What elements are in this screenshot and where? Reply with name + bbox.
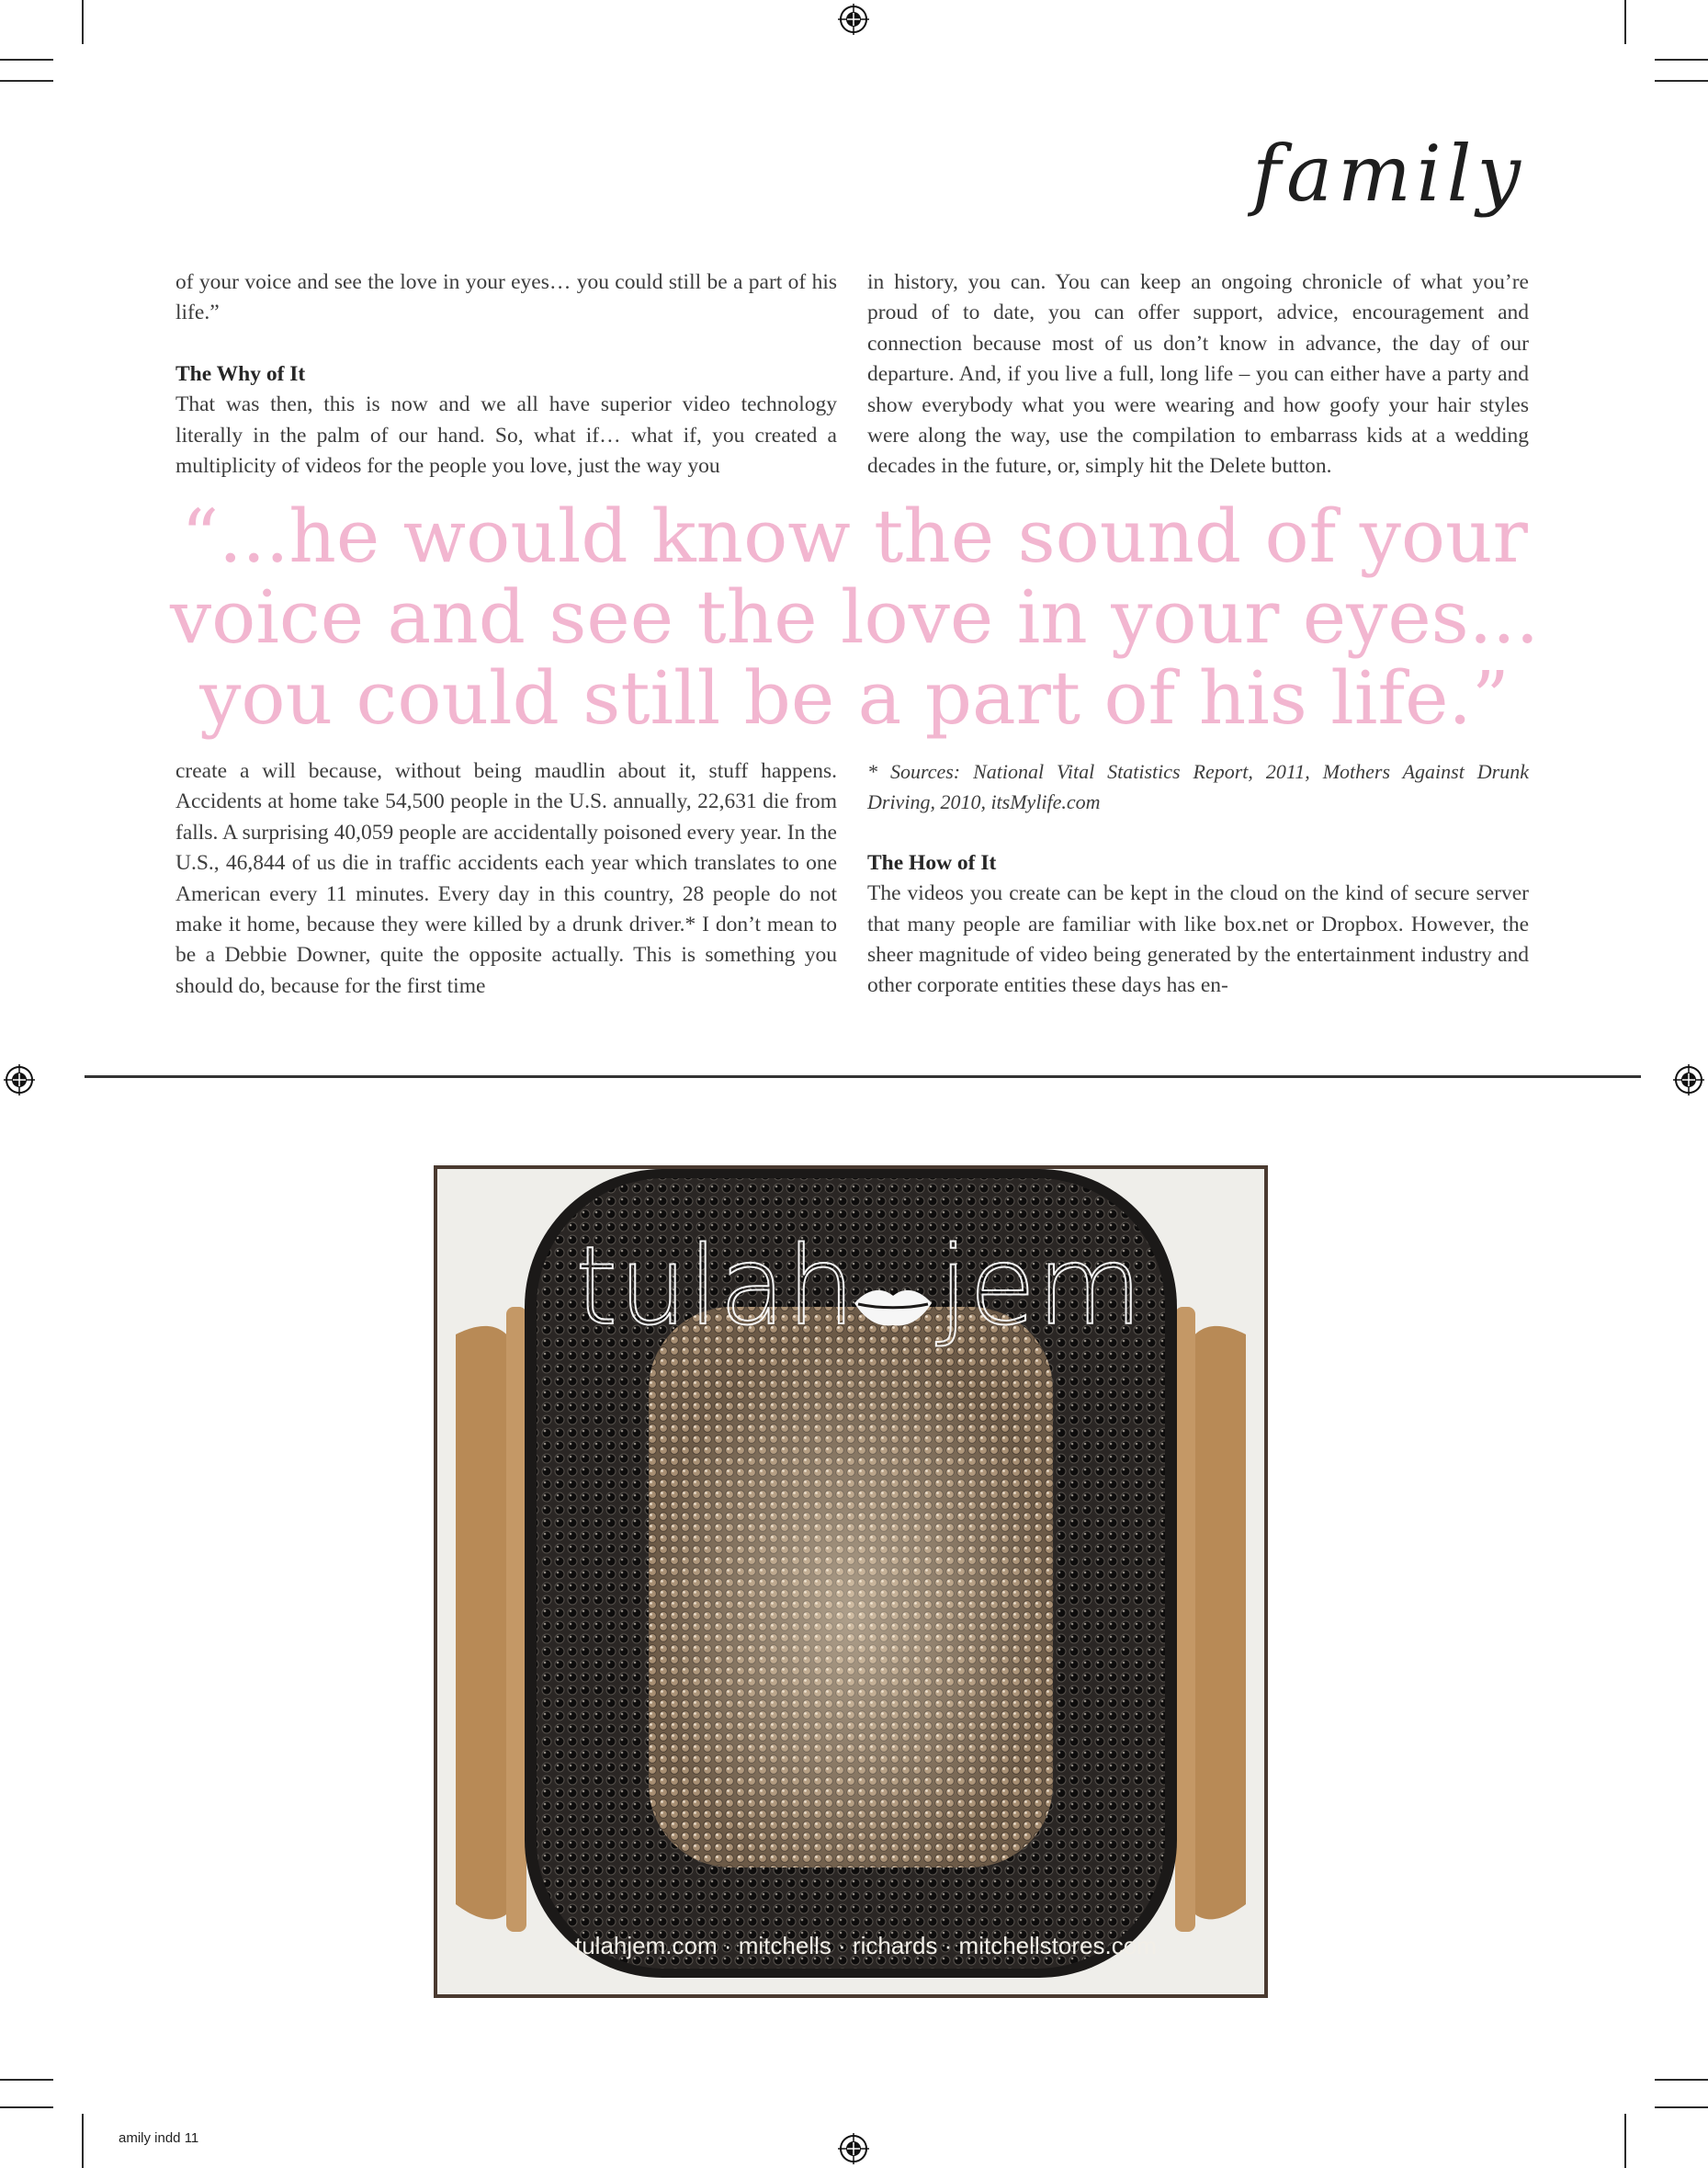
body-paragraph: create a will because, without being maudlin about it, stuff happens. Accidents at home take 54,500 people in the U.S. annually, 22,631 die from falls. A surprising 40,059 people are accidentally poisoned every year. In the U.S., 46,844 of us die in traffic accidents each year which translates to one American every 11 minutes. Every day in this country, 28 people do not make it home, because they were killed by a drunk driver.* I don’t mean to be a Debbie Downer, quite the opposite actually. This is something you should do, because for the first time [175, 759, 837, 998]
sources-footnote: * Sources: National Vital Statistics Report, 2011, Mothers Against Drunk Driving, 2010, itsMylife.com [867, 760, 1529, 814]
page-slug: amily indd 11 [119, 2130, 199, 2146]
ad-footer-text: tulahjem.com · mitchells · richards · mitchellstores.com [575, 1932, 1157, 1959]
crop-mark [1655, 80, 1708, 82]
crop-mark [0, 59, 53, 61]
advertisement [434, 1165, 1268, 1998]
crop-mark [1655, 2106, 1708, 2108]
crop-mark [1624, 0, 1626, 44]
registration-mark-icon [838, 4, 869, 35]
crop-mark [1624, 2114, 1626, 2168]
column-top-right [867, 267, 1529, 482]
brand-name-left: tulah [575, 1222, 856, 1349]
column-bottom-left [175, 756, 837, 1002]
crop-mark [0, 80, 53, 82]
lips-logo-icon [851, 1283, 935, 1329]
registration-mark-icon [4, 1064, 35, 1095]
subheading-why: The Why of It [175, 361, 306, 386]
divider-rule [85, 1075, 1641, 1078]
registration-mark-icon [1673, 1064, 1704, 1095]
crop-mark [1655, 59, 1708, 61]
crop-mark [82, 2114, 84, 2168]
brand-name-right: jem [938, 1222, 1144, 1349]
pull-quote: “...he would know the sound of your voice and see the love in your eyes... you could still be a part of his life.” [169, 494, 1540, 741]
body-paragraph: That was then, this is now and we all have superior video technology literally in the palm of our hand. So, what if… what if, you created a multiplicity of videos for the people you love, just the way you [175, 392, 837, 479]
body-paragraph: The videos you create can be kept in the cloud on the kind of secure server that many people are familiar with like box.net or Dropbox. However, the sheer magnitude of video being generated by the entertainment industry and other corporate entities these days has en- [867, 881, 1529, 998]
column-bottom-right [867, 756, 1529, 1002]
body-paragraph: of your voice and see the love in your eyes… you could still be a part of his life.” [175, 270, 837, 325]
body-paragraph: in history, you can. You can keep an ongoing chronicle of what you’re proud of to date, you can offer support, advice, encouragement and connection because most of us don’t know in advance, the day of our departure. And, if you live a full, long life – you can either have a party and show everybody what you were wearing and how goofy your hair styles were along the way, use the compilation to embarrass kids at a wedding decades in the future, or, simply hit the Delete button. [867, 270, 1529, 479]
column-top-left [175, 267, 837, 482]
section-label: family [1251, 129, 1526, 219]
crop-mark [82, 0, 84, 44]
crop-mark [0, 2079, 53, 2081]
brand-logo [575, 1222, 1144, 1349]
subheading-how: The How of It [867, 850, 997, 875]
registration-mark-icon [838, 2133, 869, 2164]
crop-mark [0, 2106, 53, 2108]
crop-mark [1655, 2079, 1708, 2081]
